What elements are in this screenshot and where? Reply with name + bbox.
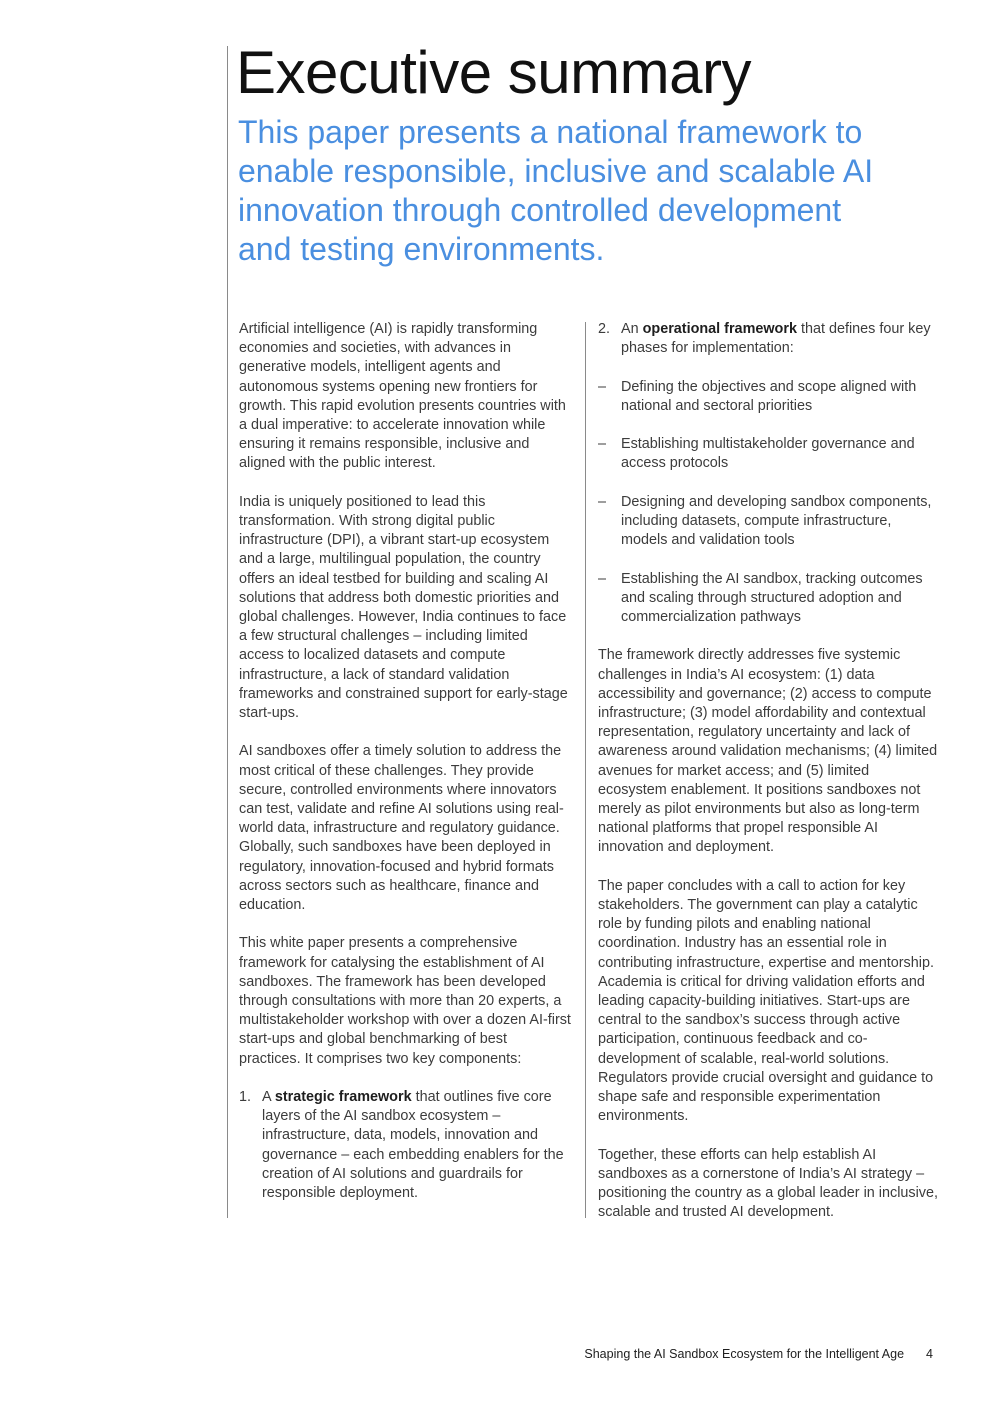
phase-text: Establishing the AI sandbox, tracking outcomes and scaling through structured adoption and commercialization pathways [621,570,923,625]
phase-text: Establishing multistakeholder governance and access protocols [621,436,915,472]
item-text-pre: A [262,1089,275,1106]
left-vertical-rule [227,46,228,1218]
page-title: Executive summary [236,39,751,106]
phase-item [598,435,938,473]
challenges-paragraph: The framework directly addresses five systemic challenges in India’s AI ecosystem: (1) data accessibility and governance; (2) access to compute infrastructure; (3) model affordability and contextual representation, regulatory uncertainty and lack of awareness around validation mechanisms; (4) limited avenues for market access; and (5) limited ecosystem enablement. It positions sandboxes not merely as pilot environments but also as long-term national platforms that propel responsible AI innovation and deployment. [598,647,938,856]
item-bold-term: strategic framework [274,1089,412,1106]
numbered-item-strategic-framework [239,1088,571,1203]
sandboxes-paragraph: AI sandboxes offer a timely solution to address the most critical of these challenges. They provide secure, controlled environments where innovators can test, validate and refine AI solutions using real-world data, infrastructure and regulatory guidance. Globally, such sandboxes have been deployed in regulatory, innovation-focused and hybrid formats across sectors such as healthcare, finance and education. [239,743,564,914]
phase-text: Designing and developing sandbox components, including datasets, compute infrastructure, models and validation tools [621,493,932,549]
list-number: 1. [239,1089,252,1106]
item-bold-term: operational framework [642,321,797,337]
page-footer [584,1347,933,1361]
phase-item [598,570,938,628]
footer-report-title: Shaping the AI Sandbox Ecosystem for the Intelligent Age [584,1347,905,1361]
lede-paragraph: This paper presents a national framework to enable responsible, inclusive and scalable AI innovation through controlled development and testing environments. [238,114,874,267]
dash-marker: – [598,493,607,510]
column-divider-rule [585,322,586,1218]
left-column [239,320,571,1222]
white-paper-paragraph: This white paper presents a comprehensive framework for catalysing the establishment of AI sandboxes. The framework has been developed through consultations with more than 20 experts, a multistakeholder workshop with over a dozen AI-first start-ups and global benchmarking of best practices. It comprises two key components: [239,935,571,1067]
item-text-pre: An [621,321,643,337]
phase-item [598,493,938,551]
phase-item [598,378,938,416]
call-to-action-paragraph: The paper concludes with a call to action for key stakeholders. The government can play a catalytic role by funding pilots and enabling national coordination. Industry has an essential role in contributing infrastructure, expertise and mentorship. Academia is critical for driving validation efforts and leading capacity-building initiatives. Start-ups are central to the sandbox’s success through active participation, continuous feedback and co-development of scalable, real-world solutions. Regulators provide crucial oversight and guidance to shape safe and responsible experimentation environments. [598,877,934,1125]
conclusion-paragraph: Together, these efforts can help establish AI sandboxes as a cornerstone of India’s AI strategy – positioning the country as a global leader in inclusive, scalable and trusted AI development. [598,1146,938,1221]
numbered-item-operational-framework [598,320,938,358]
item-text-post: that outlines five core layers of the AI sandbox ecosystem – infrastructure, data, models, innovation and governance – each embedding enablers for the creation of AI solutions and guardrails for responsible deployment. [262,1089,564,1202]
dash-marker: – [598,378,607,395]
phase-text: Defining the objectives and scope aligned with national and sectoral priorities [621,378,917,414]
intro-paragraph: Artificial intelligence (AI) is rapidly transforming economies and societies, with advances in generative models, intelligent agents and autonomous systems opening new frontiers for growth. This rapid evolution presents countries with a dual imperative: to accelerate innovation while ensuring it remains responsible, inclusive and aligned with the public interest. [239,321,566,472]
list-number: 2. [598,321,611,337]
item-text-post: that defines four key phases for implementation: [621,321,931,357]
india-paragraph: India is uniquely positioned to lead this transformation. With strong digital public infrastructure (DPI), a vibrant start-up ecosystem and a large, multilingual population, the country offers an ideal testbed for building and scaling AI solutions that address both domestic priorities and global challenges. However, India continues to face a few structural challenges – including limited access to localized datasets and compute infrastructure, a lack of standard validation frameworks and constrained support for early-stage start-ups. [239,493,568,722]
right-column [598,320,938,1242]
page-number: 4 [926,1347,933,1361]
dash-marker: – [598,436,607,453]
dash-marker: – [598,570,607,587]
